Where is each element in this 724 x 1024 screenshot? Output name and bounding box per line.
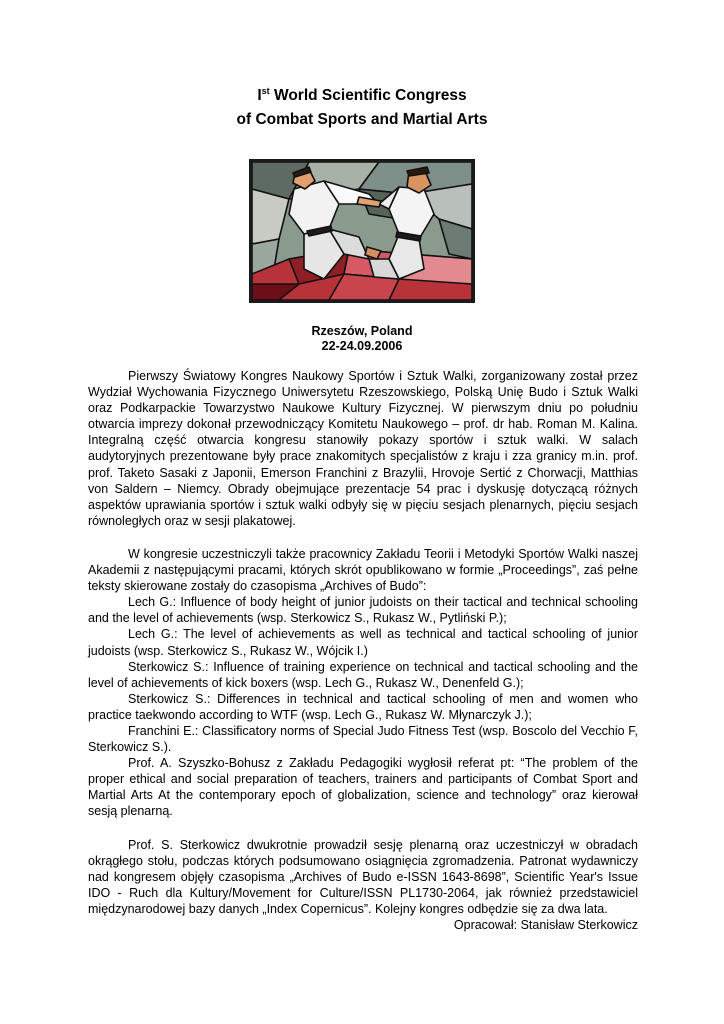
event-location-block	[0, 324, 724, 354]
author-signature: Opracował: Stanisław Sterkowicz	[453, 918, 638, 932]
article-body	[88, 368, 638, 933]
title-line-2: of Combat Sports and Martial Arts	[236, 111, 488, 128]
paragraph-intro: Pierwszy Światowy Kongres Naukowy Sportów i Sztuk Walki, zorganizowany został przez Wydział Wychowania Fizycznego Uniwersytetu Rzeszowskiego, Polską Unię Budo i Sztuk Walki oraz Podkarpackie Towarzystwo Naukowe Kultury Fizycznej. W pierwszym dniu po południu otwarcia imprezy dokonał przewodniczący Komitetu Naukowego – prof. dr hab. Roman M. Kalina. Integralną część otwarcia kongresu stanowiły pokazy sportów i sztuk walki. W salach audytoryjnych prezentowane były prace znakomitych specjalistów z kraju i zza granicy m.in. prof. prof. Taketo Sasaki z Japonii, Emerson Franchini z Brazylii, Hrovoje Sertić z Chorwacji, Matthias von Saldern – Niemcy. Obrady obejmujące prezentacje 54 prac i dyskusję dotyczącą różnych aspektów uprawiania sportów i sztuk walki odbyły się w pięciu sesjach plenarnych, pięciu sesjach równoległych oraz w sesji plakatowej.	[88, 369, 638, 528]
event-dates: 22-24.09.2006	[321, 339, 403, 353]
title-line-1	[0, 84, 724, 108]
paragraph-staff: W kongresie uczestniczyli także pracownicy Zakładu Teorii i Metodyki Sportów Walki naszej Akademii z następującymi pracami, których skrót opublikowano w formie „Proceedings”, zaś pełne teksty skierowane zostały do czasopisma „Archives of Budo”:	[88, 546, 638, 594]
congress-logo-image	[249, 159, 475, 303]
title-ordinal-suffix: st	[261, 86, 270, 96]
paragraph-closing: Prof. S. Sterkowicz dwukrotnie prowadził sesję plenarną oraz uczestniczył w obradach okrągłego stołu, podczas których podsumowano osiągnięcia zgromadzenia. Patronat wydawniczy nad kongresem objęły czasopisma „Archives of Budo e-ISSN 1643-8698”, Scientific Year's Issue IDO - Ruch dla Kultury/Movement for Culture/ISSN PL1730-2064, jak również przedstawiciel międzynarodowej bazy danych „Index Copernicus”. Kolejny kongres odbędzie się za dwa lata.	[88, 837, 638, 916]
list-item: Sterkowicz S.: Influence of training experience on technical and tactical schooling and the level of achievements of kick boxers (wsp. Lech G., Rukasz W., Denenfeld G.);	[88, 659, 638, 690]
list-item: Lech G.: Influence of body height of junior judoists on their tactical and technical schooling and the level of achievements (wsp. Sterkowicz S., Rukasz W., Pytliński P.);	[88, 595, 638, 626]
list-item: Prof. A. Szyszko-Bohusz z Zakładu Pedagogiki wygłosił referat pt: “The problem of the proper ethical and social preparation of teachers, trainers and participants of Combat Sport and Martial Arts At the contemporary epoch of globalization, science and technology” oraz kierował sesją plenarną.	[88, 756, 638, 819]
title-ordinal: I	[257, 87, 262, 104]
event-location: Rzeszów, Poland	[311, 324, 413, 338]
document-title	[0, 84, 724, 132]
list-item: Sterkowicz S.: Differences in technical and tactical schooling of men and women who practice taekwondo according to WTF (wsp. Lech G., Rukasz W. Młynarczyk J.);	[88, 691, 638, 722]
title-line-1-text: World Scientific Congress	[269, 87, 467, 104]
list-item: Lech G.: The level of achievements as well as technical and tactical schooling of junior judoists (wsp. Sterkowicz S., Rukasz W., Wójcik I.)	[88, 627, 638, 658]
list-item: Franchini E.: Classificatory norms of Special Judo Fitness Test (wsp. Boscolo del Vecchio F, Sterkowicz S.).	[88, 723, 638, 755]
